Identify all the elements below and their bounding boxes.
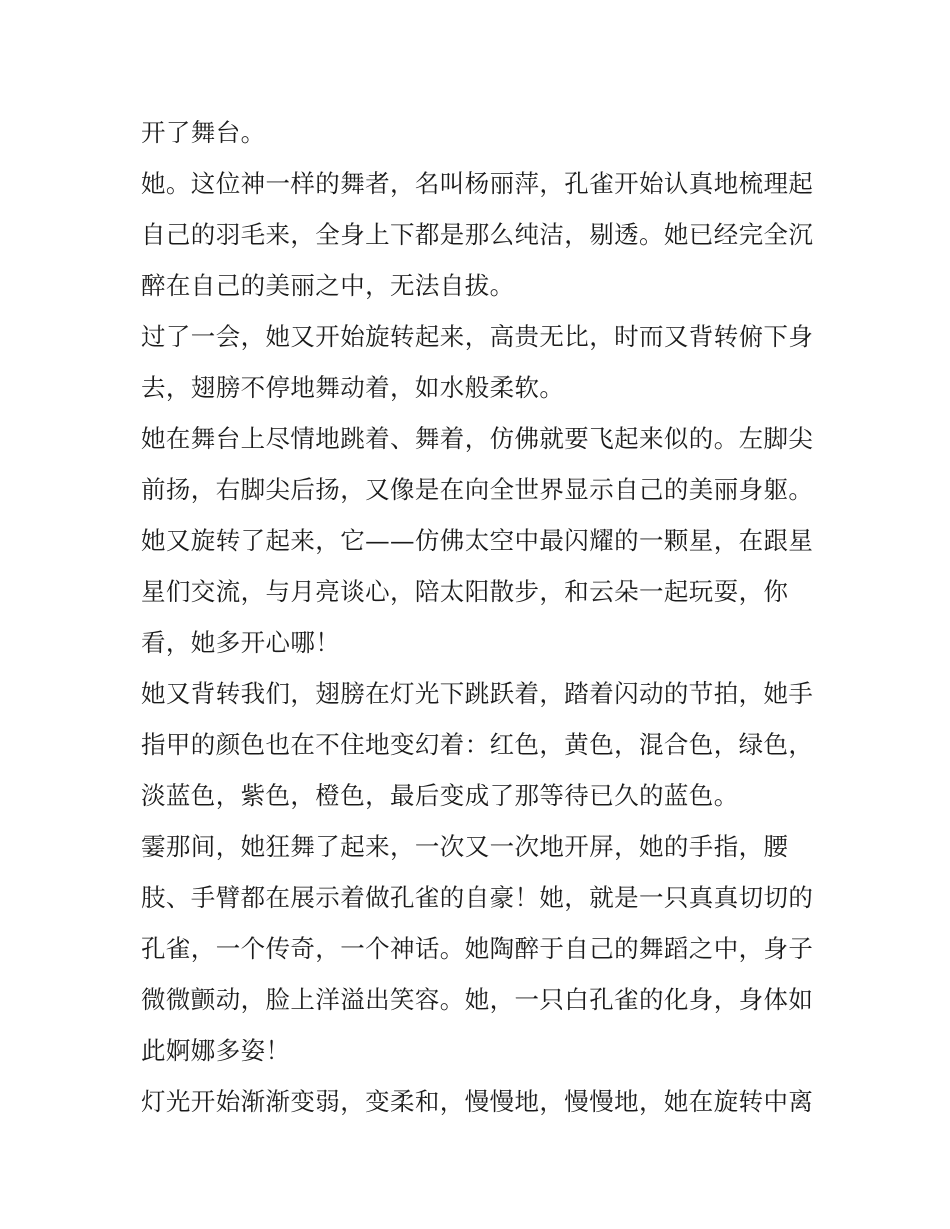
text-line: 指甲的颜色也在不住地变幻着：红色，黄色，混合色，绿色， bbox=[141, 730, 814, 759]
text-line: 她又背转我们，翅膀在灯光下跳跃着，踏着闪动的节拍，她手 bbox=[141, 679, 814, 708]
text-line: 她又旋转了起来，它——仿佛太空中最闪耀的一颗星，在跟星 bbox=[141, 526, 814, 555]
text-line: 星们交流，与月亮谈心，陪太阳散步，和云朵一起玩耍，你 bbox=[141, 577, 789, 606]
text-line: 霎那间，她狂舞了起来，一次又一次地开屏，她的手指，腰 bbox=[141, 832, 789, 861]
text-line: 醉在自己的美丽之中，无法自拔。 bbox=[141, 271, 515, 300]
text-line: 肢、手臂都在展示着做孔雀的自豪！她，就是一只真真切切的 bbox=[141, 883, 814, 912]
text-line: 自己的羽毛来，全身上下都是那么纯洁，剔透。她已经完全沉 bbox=[141, 220, 814, 249]
text-line: 淡蓝色，紫色，橙色，最后变成了那等待已久的蓝色。 bbox=[141, 781, 739, 810]
text-line: 孔雀，一个传奇，一个神话。她陶醉于自己的舞蹈之中，身子 bbox=[141, 934, 814, 963]
document-body bbox=[141, 107, 821, 1127]
text-line: 她。这位神一样的舞者，名叫杨丽萍，孔雀开始认真地梳理起 bbox=[141, 169, 814, 198]
text-line: 开了舞台。 bbox=[141, 118, 266, 147]
text-line: 过了一会，她又开始旋转起来，高贵无比，时而又背转俯下身 bbox=[141, 322, 814, 351]
text-line: 前扬，右脚尖后扬，又像是在向全世界显示自己的美丽身躯。 bbox=[141, 475, 814, 504]
text-line: 去，翅膀不停地舞动着，如水般柔软。 bbox=[141, 373, 565, 402]
text-line: 看，她多开心哪！ bbox=[141, 628, 341, 657]
text-line: 她在舞台上尽情地跳着、舞着，仿佛就要飞起来似的。左脚尖 bbox=[141, 424, 814, 453]
text-line: 微微颤动，脸上洋溢出笑容。她，一只白孔雀的化身，身体如 bbox=[141, 985, 814, 1014]
text-line: 此婀娜多姿！ bbox=[141, 1036, 291, 1065]
text-line: 灯光开始渐渐变弱，变柔和，慢慢地，慢慢地，她在旋转中离 bbox=[141, 1087, 814, 1116]
